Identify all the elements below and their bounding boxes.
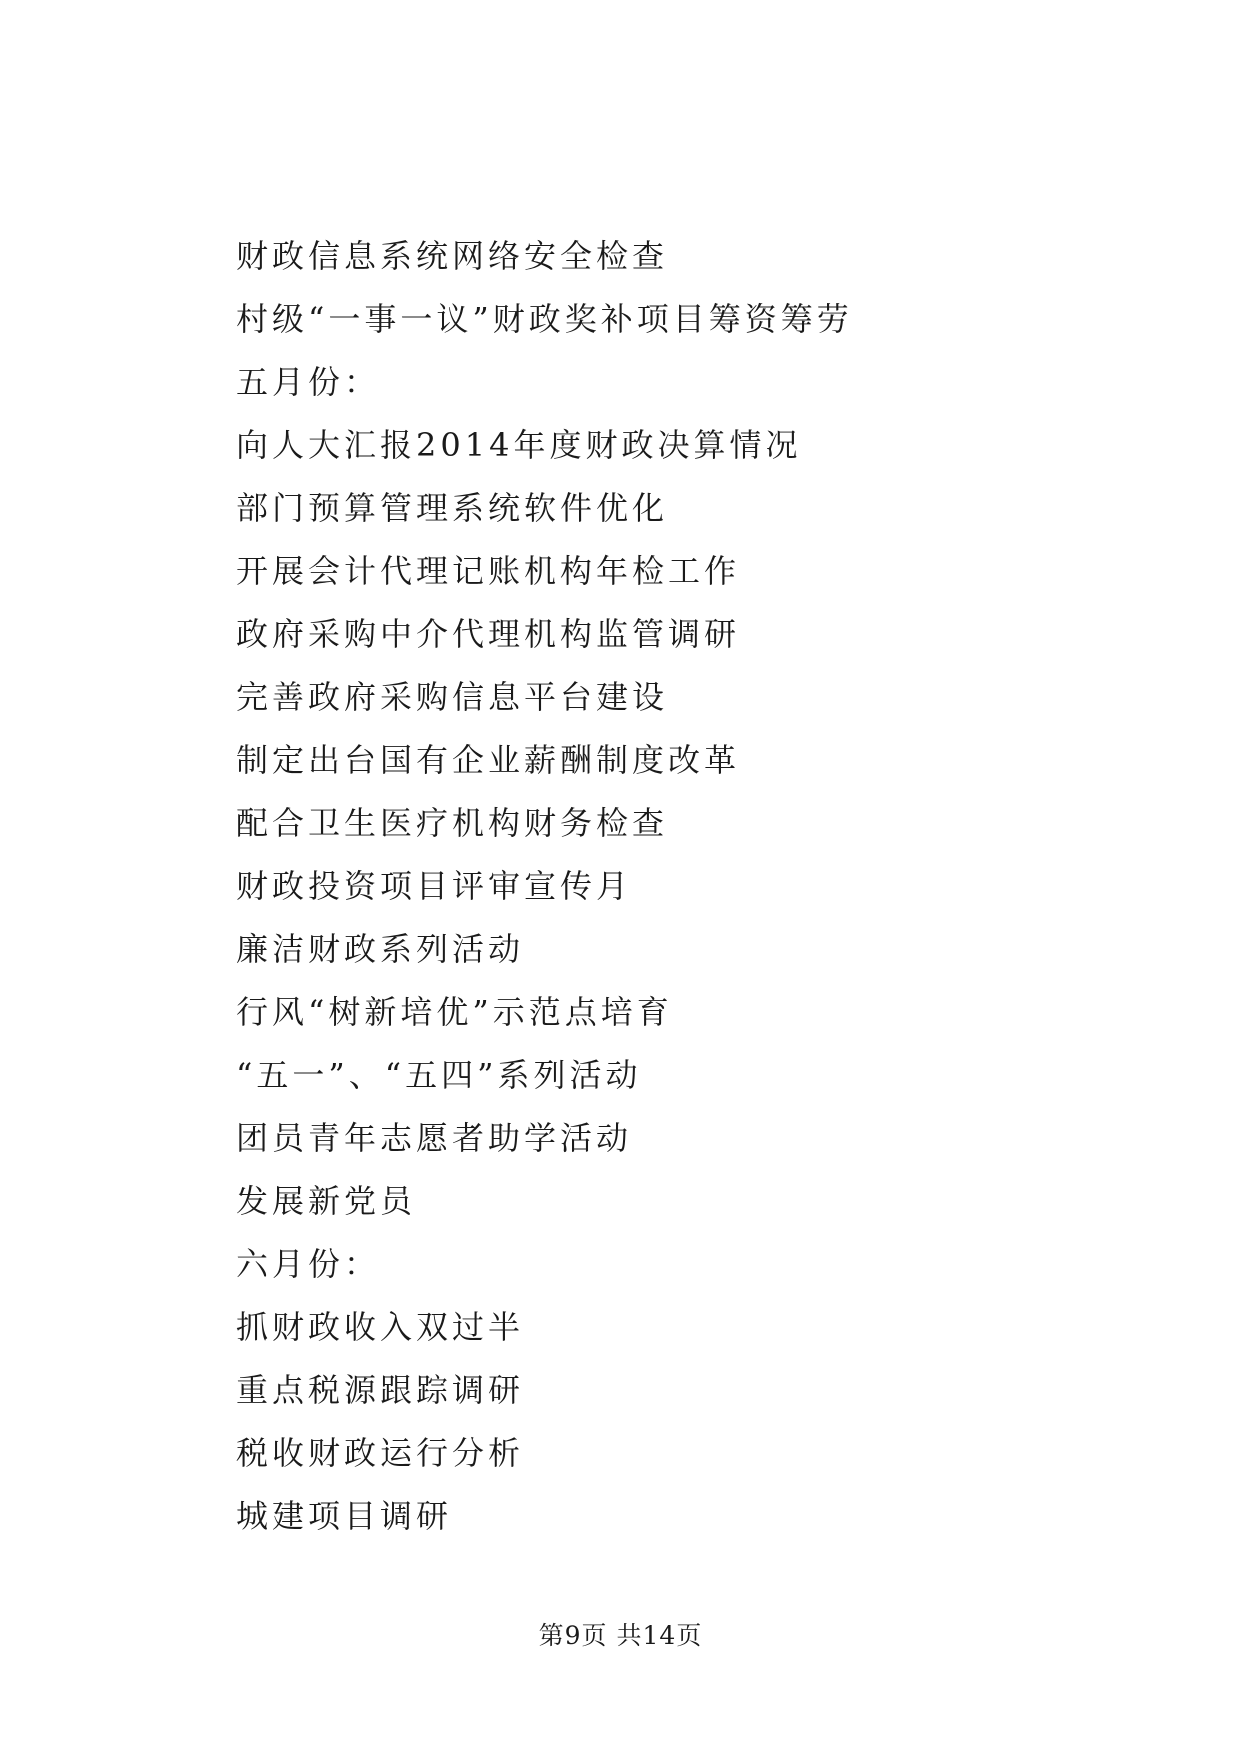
text-line: “五一”、“五四”系列活动 bbox=[236, 1056, 642, 1094]
text-line: 税收财政运行分析 bbox=[236, 1434, 525, 1472]
text-line: 配合卫生医疗机构财务检查 bbox=[236, 804, 669, 842]
month-heading: 六月份： bbox=[236, 1245, 381, 1283]
text-line: 财政投资项目评审宣传月 bbox=[236, 867, 633, 905]
text-line: 发展新党员 bbox=[236, 1182, 417, 1220]
text-line: 廉洁财政系列活动 bbox=[236, 930, 525, 968]
page-number-footer: 第9页 共14页 bbox=[538, 1621, 703, 1650]
text-line: 部门预算管理系统软件优化 bbox=[236, 489, 669, 527]
text-line: 团员青年志愿者助学活动 bbox=[236, 1119, 633, 1157]
text-line: 抓财政收入双过半 bbox=[236, 1308, 525, 1346]
text-line: 制定出台国有企业薪酬制度改革 bbox=[236, 741, 741, 779]
text-line: 向人大汇报2014年度财政决算情况 bbox=[236, 426, 802, 464]
text-line: 村级“一事一议”财政奖补项目筹资筹劳 bbox=[236, 300, 853, 338]
text-line: 完善政府采购信息平台建设 bbox=[236, 678, 669, 716]
document-body bbox=[236, 232, 1096, 1555]
month-heading: 五月份： bbox=[236, 363, 381, 401]
text-line: 重点税源跟踪调研 bbox=[236, 1371, 525, 1409]
text-line: 政府采购中介代理机构监管调研 bbox=[236, 615, 741, 653]
text-line: 财政信息系统网络安全检查 bbox=[236, 237, 669, 275]
text-line: 行风“树新培优”示范点培育 bbox=[236, 993, 673, 1031]
text-line: 城建项目调研 bbox=[236, 1497, 453, 1535]
text-line: 开展会计代理记账机构年检工作 bbox=[236, 552, 741, 590]
